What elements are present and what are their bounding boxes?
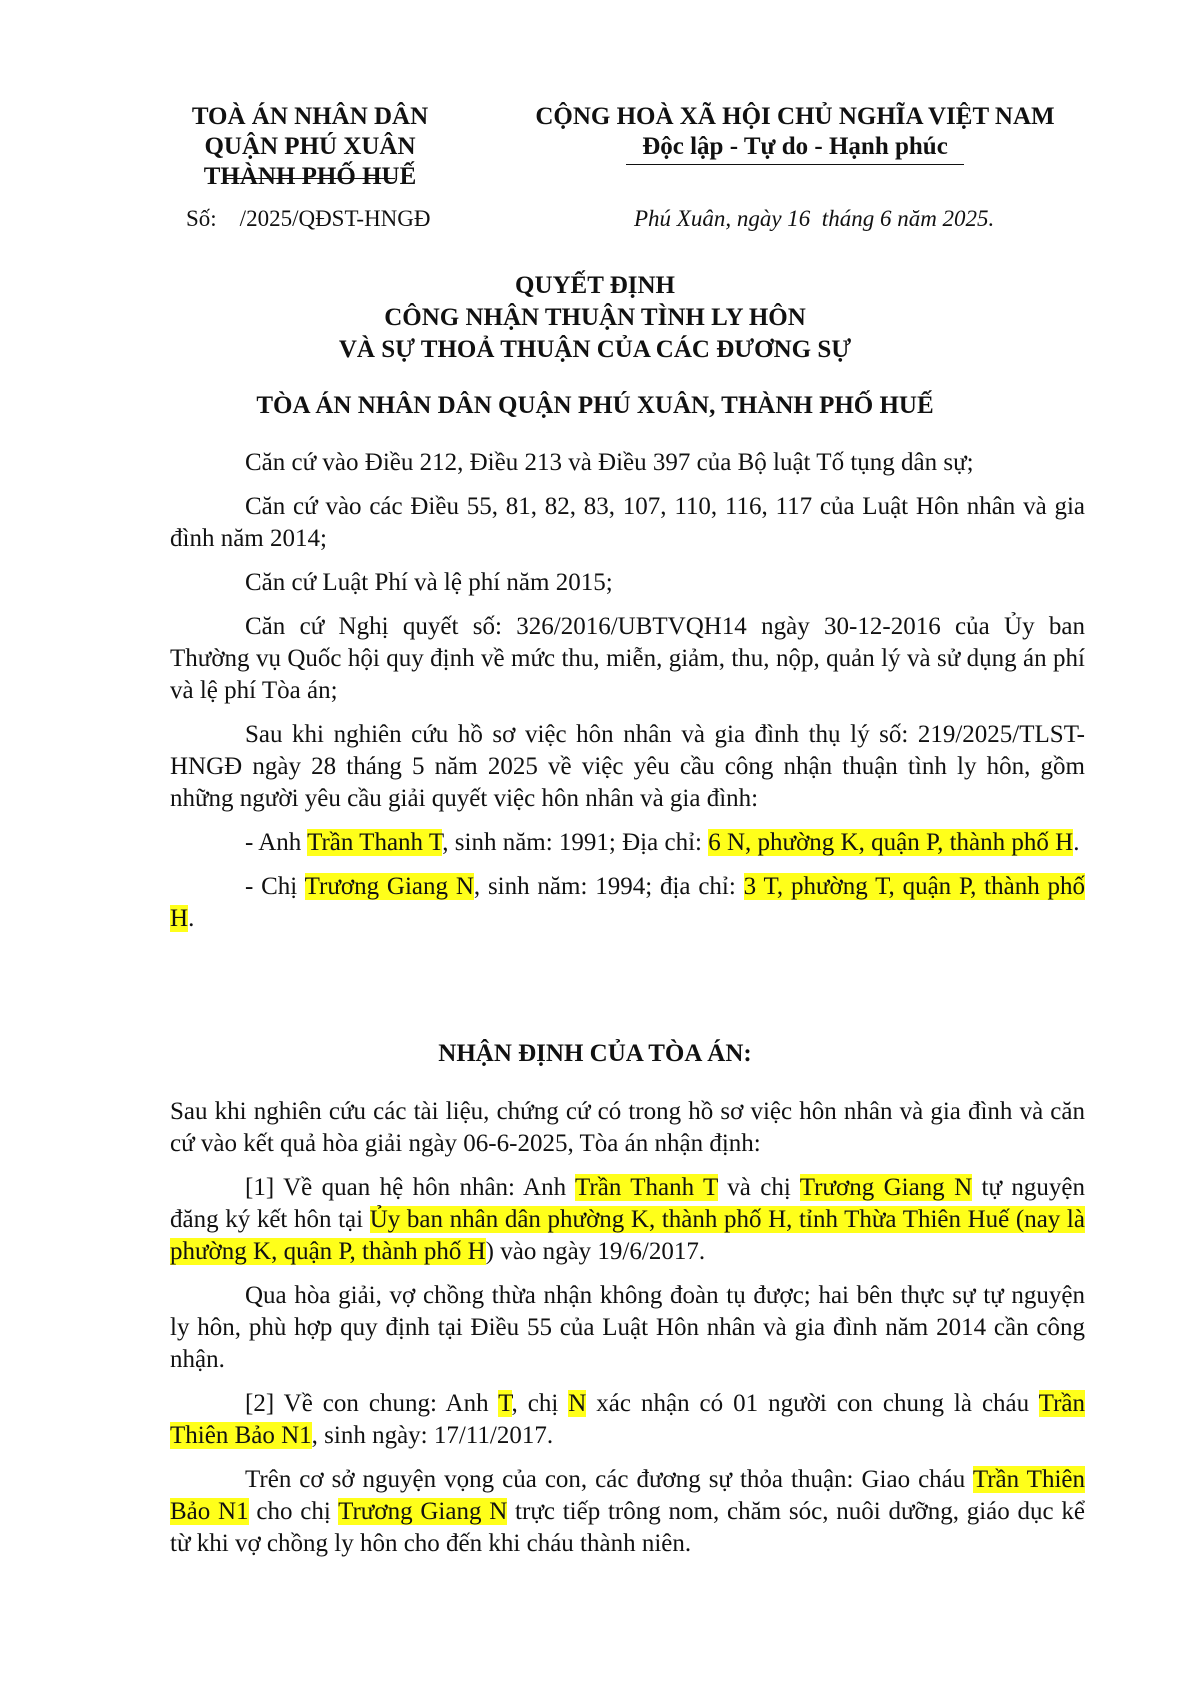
title-line-3: VÀ SỰ THOẢ THUẬN CỦA CÁC ĐƯƠNG SỰ <box>338 336 852 363</box>
basis-paragraph-2: Căn cứ vào các Điều 55, 81, 82, 83, 107, 110, 116, 117 của Luật Hôn nhân và gia đình năm 2014; <box>170 493 1085 552</box>
finding-2-text-b: , chị <box>511 1390 569 1417</box>
party-1-end: . <box>1073 829 1080 856</box>
finding-2-text-c: xác nhận có 01 người con chung là cháu <box>586 1390 1039 1417</box>
finding-2 <box>170 1388 1085 1452</box>
findings-heading: NHẬN ĐỊNH CỦA TÒA ÁN: <box>438 1040 752 1067</box>
finding-1-text-d: ) vào ngày 19/6/2017. <box>485 1238 706 1265</box>
nation-motto: Độc lập - Tự do - Hạnh phúc <box>642 133 948 160</box>
finding-1-text-c: tự nguyện đăng ký kết hôn tại <box>170 1174 1086 1233</box>
nation-header <box>500 102 1090 162</box>
court-underline <box>225 178 395 179</box>
party-2-prefix: - Chị <box>245 873 305 900</box>
title-line-1: QUYẾT ĐỊNH <box>515 272 675 299</box>
party-2-end: . <box>188 905 195 932</box>
findings-intro: Sau khi nghiên cứu các tài liệu, chứng cứ có trong hồ sơ việc hôn nhân và gia đình và căn cứ vào kết quả hòa giải ngày 06-6-2025, Tòa án nhận định: <box>170 1098 1085 1157</box>
place-date: Phú Xuân, ngày 16 tháng 6 năm 2025. <box>634 206 995 231</box>
title-line-2: CÔNG NHẬN THUẬN TÌNH LY HÔN <box>384 304 806 331</box>
finding-1-text-a: [1] Về quan hệ hôn nhân: Anh <box>245 1174 575 1201</box>
finding-2-mother: N <box>568 1390 587 1417</box>
party-2 <box>170 871 1085 935</box>
motto-underline <box>626 164 964 165</box>
document-title <box>0 270 1190 366</box>
basis-paragraph-4: Căn cứ Nghị quyết số: 326/2016/UBTVQH14 ngày 30-12-2016 của Ủy ban Thường vụ Quốc hội quy định về mức thu, miễn, giảm, thu, nộp, quản lý và sử dụng án phí và lệ phí Tòa án; <box>170 613 1085 704</box>
finding-2-text-d: , sinh ngày: 17/11/2017. <box>311 1422 554 1449</box>
basis-paragraph-1: Căn cứ vào Điều 212, Điều 213 và Điều 397 của Bộ luật Tố tụng dân sự; <box>245 449 974 476</box>
document-number: Số: /2025/QĐST-HNGĐ <box>186 206 431 231</box>
finding-2b-text-b: cho chị <box>248 1498 339 1525</box>
party-1-mid: , sinh năm: 1991; Địa chỉ: <box>442 829 709 856</box>
findings-section <box>170 1096 1085 1560</box>
party-2-name: Trương Giang N <box>304 873 474 900</box>
finding-2b-mother: Trương Giang N <box>338 1498 508 1525</box>
party-2-address: 3 T, phường T, quận P, thành phố H <box>170 873 1086 932</box>
finding-2b-child: Trần Thiên Bảo N1 <box>170 1466 1085 1525</box>
court-line-1: TOÀ ÁN NHÂN DÂN <box>191 103 429 130</box>
finding-2-text-a: [2] Về con chung: Anh <box>245 1390 499 1417</box>
finding-1-registration-place: Ủy ban nhân dân phường K, thành phố H, tỉnh Thừa Thiên Huế (nay là phường K, quận P, thành phố H <box>170 1206 1085 1265</box>
party-1 <box>170 827 1085 859</box>
finding-1 <box>170 1172 1085 1268</box>
basis-paragraph-5: Sau khi nghiên cứu hồ sơ việc hôn nhân và gia đình thụ lý số: 219/2025/TLST-HNGĐ ngày 28 tháng 5 năm 2025 về việc yêu cầu công nhận thuận tình ly hôn, gồm những người yêu cầu giải quyết việc hôn nhân và gia đình: <box>170 721 1085 812</box>
issuer-heading: TÒA ÁN NHÂN DÂN QUẬN PHÚ XUÂN, THÀNH PHỐ HUẾ <box>256 392 934 419</box>
finding-2b-text-a: Trên cơ sở nguyện vọng của con, các đương sự thỏa thuận: Giao cháu <box>245 1466 973 1493</box>
party-1-address: 6 N, phường K, quận P, thành phố H <box>708 829 1074 856</box>
finding-1-text-b: và chị <box>717 1174 800 1201</box>
court-line-2: QUẬN PHÚ XUÂN <box>204 133 416 160</box>
finding-1b: Qua hòa giải, vợ chồng thừa nhận không đoàn tụ được; hai bên thực sự tự nguyện ly hôn, phù hợp quy định tại Điều 55 của Luật Hôn nhân và gia đình năm 2014 cần công nhận. <box>170 1282 1085 1373</box>
finding-1-husband: Trần Thanh T <box>575 1174 718 1201</box>
party-2-mid: , sinh năm: 1994; địa chỉ: <box>473 873 744 900</box>
finding-2b-text-c: trực tiếp trông nom, chăm sóc, nuôi dưỡng, giáo dục kể từ khi vợ chồng ly hôn cho đến khi cháu thành niên. <box>170 1498 1086 1557</box>
basis-paragraph-3: Căn cứ Luật Phí và lệ phí năm 2015; <box>245 569 613 596</box>
basis-section <box>170 447 1085 935</box>
finding-2-father: T <box>498 1390 512 1417</box>
finding-2b <box>170 1464 1085 1560</box>
nation-line-1: CỘNG HOÀ XÃ HỘI CHỦ NGHĨA VIỆT NAM <box>535 103 1055 130</box>
court-line-3: THÀNH PHỐ HUẾ <box>203 163 417 190</box>
party-1-name: Trần Thanh T <box>307 829 443 856</box>
finding-1-wife: Trương Giang N <box>799 1174 973 1201</box>
party-1-prefix: - Anh <box>245 829 308 856</box>
finding-2-child: Trần Thiên Bảo N1 <box>170 1390 1085 1449</box>
